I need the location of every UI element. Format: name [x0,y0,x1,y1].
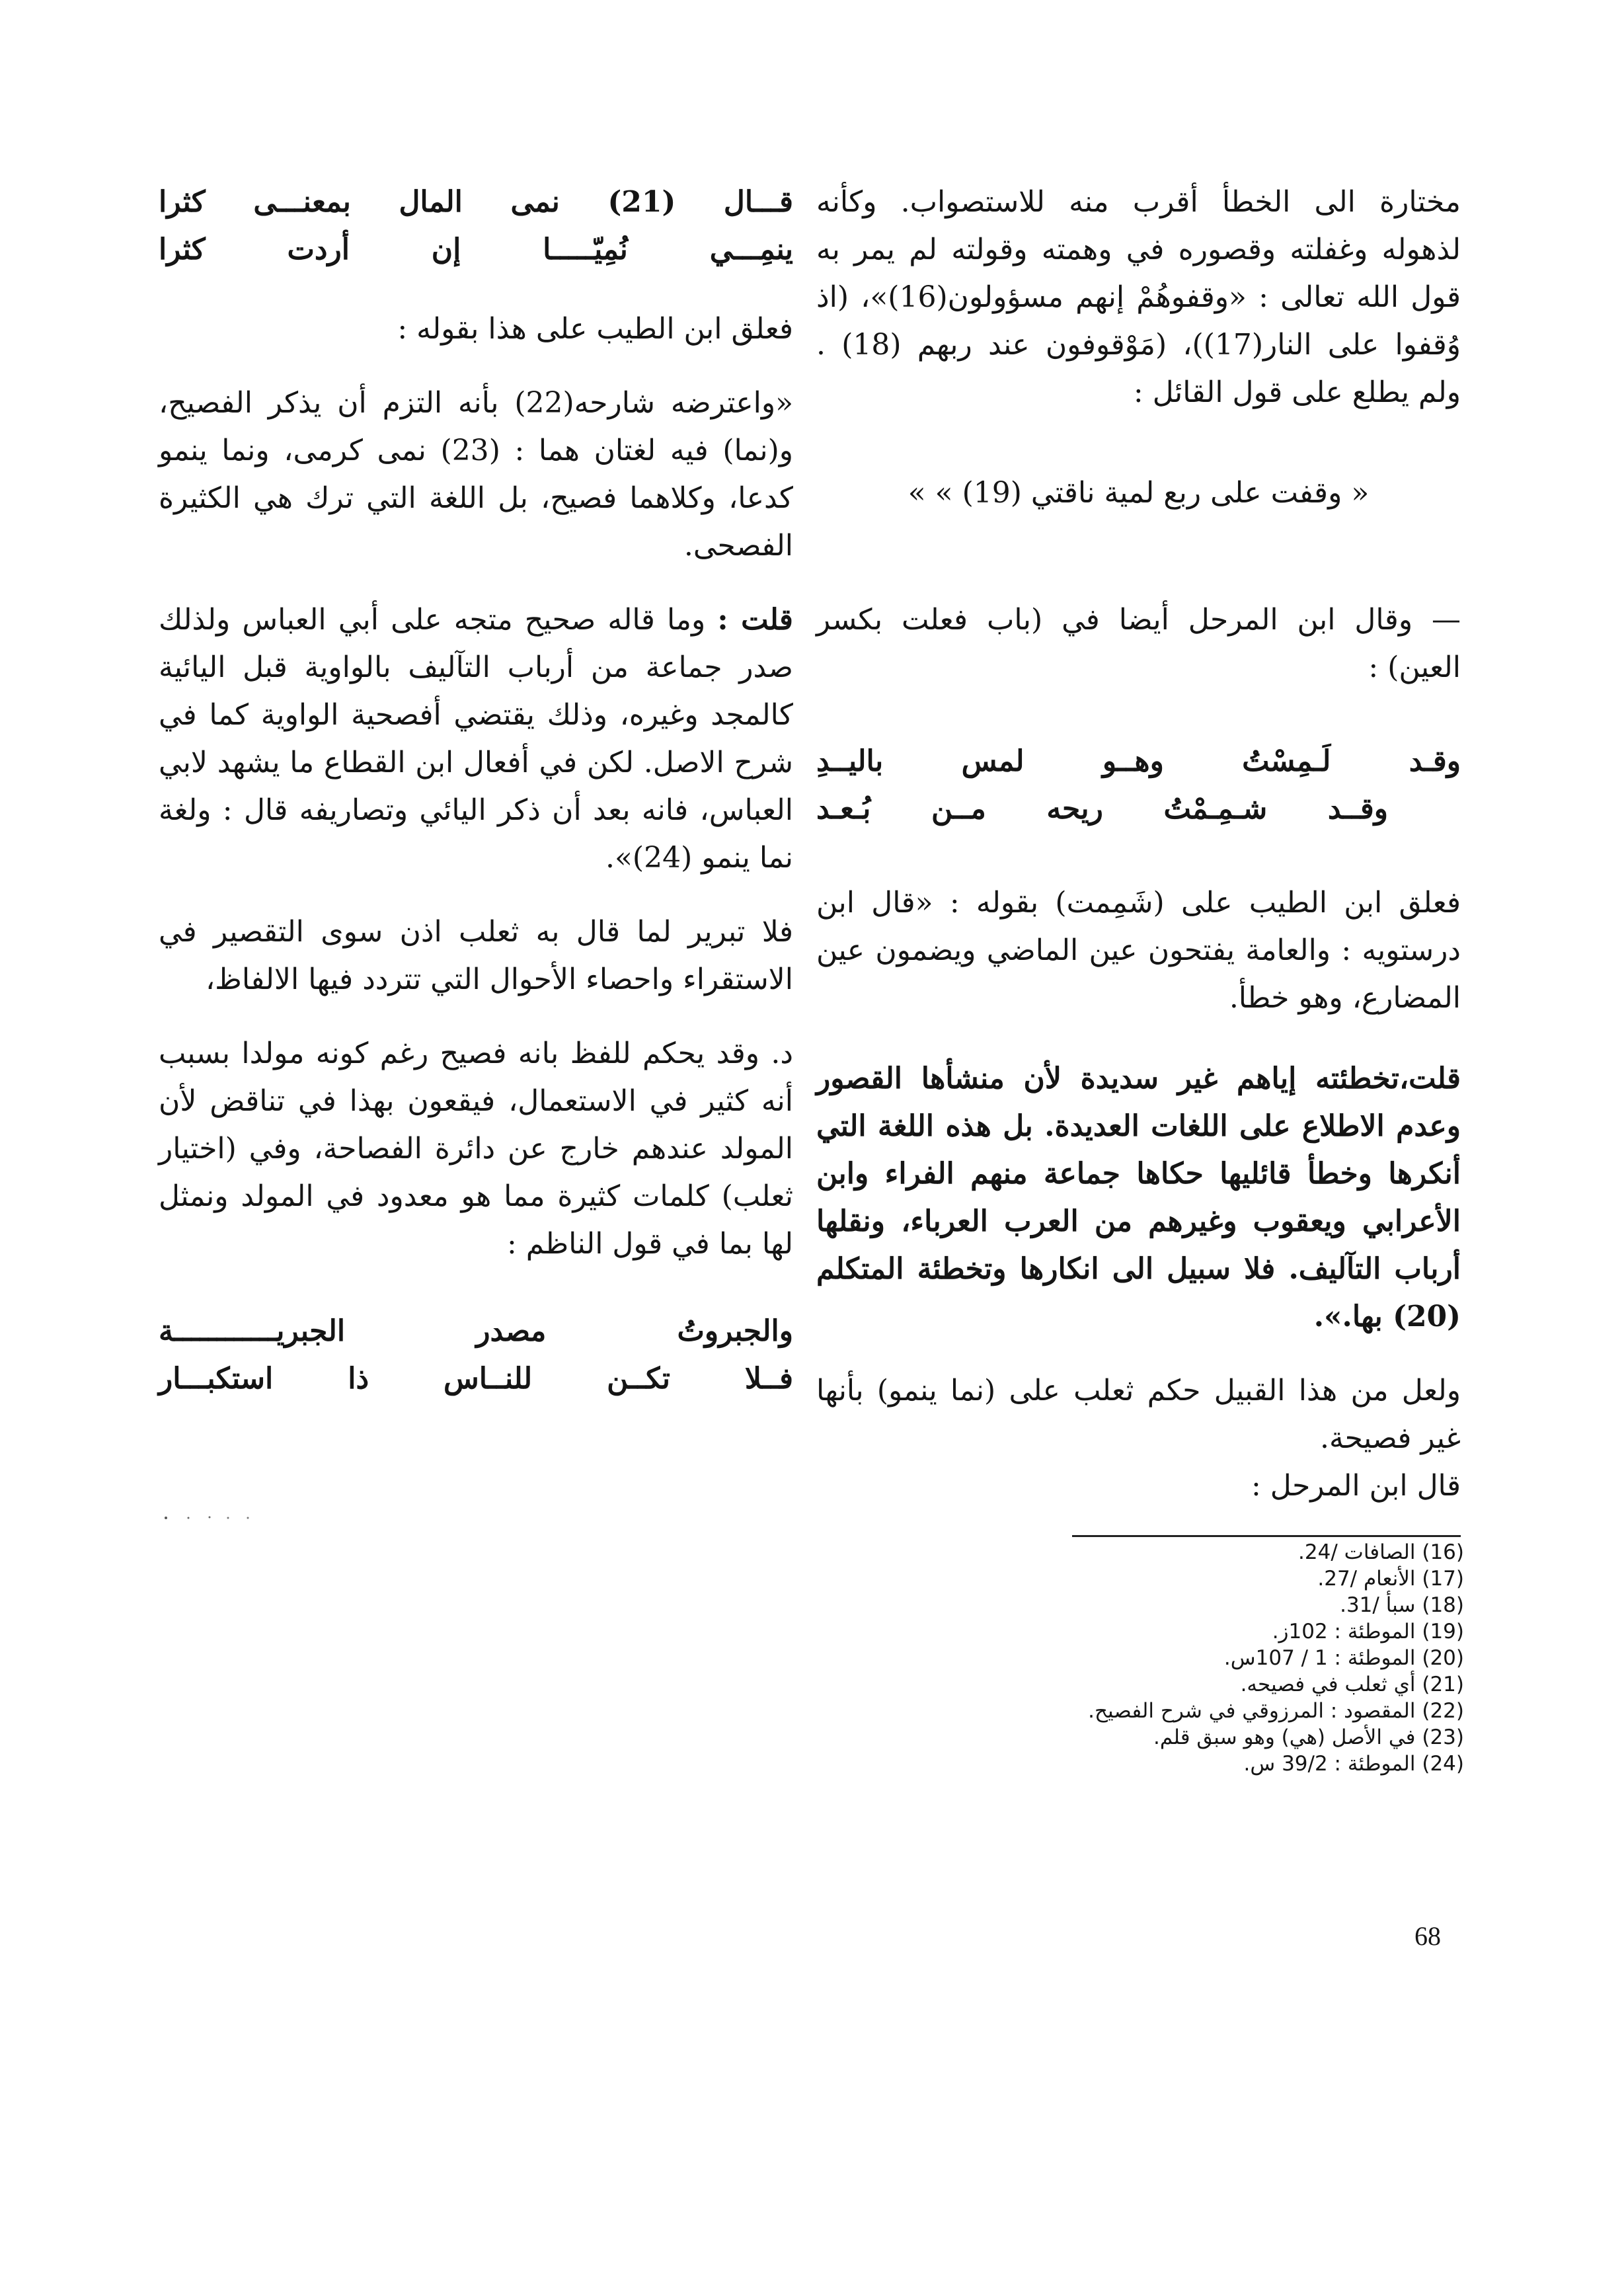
footnotes [952,1539,1464,1777]
right-paragraph-4 [816,1055,1461,1341]
left-paragraph-5: د. وقد يحكم للفظ بانه فصيح رغم كونه مولدا بسبب أنه كثير في الاستعمال، فيقعون بهذا في تناقض لأن المولد عندهم خارج عن دائرة الفصاحة، وفي (اختيار ثعلب) كلمات كثيرة مما هو معدود في المولد ونمثل لها بما في قول الناظم : [159,1037,793,1261]
poem-line-1: قـــال (21) نمى المال بمعنـــى كثرا [159,185,793,219]
poem-jabarut [159,1308,793,1403]
poem-line-2: ينمِـــي نُمِيّـــــا إن أردت كثرا [159,233,793,266]
right-column [816,178,1461,1536]
footnote-divider [1072,1535,1461,1537]
poem-line-2: وقــد شـمِـمْتُ ريحه مــن بُـعـد [816,792,1388,826]
page-number: 68 [1414,1921,1441,1951]
footnote: (19) الموطئة : 102ز. [1272,1620,1464,1643]
left-paragraph-2: «واعترضه شارحه(22) بأنه التزم أن يذكر الفصيح، و(نما) فيه لغتان هما : (23) نمى كرمى، ونما ينمو كدعا، وكلاهما فصيح، بل اللغة التي ترك هي الكثيرة الفصحى. [159,386,793,563]
footnote: (18) سبأ /31. [1340,1593,1464,1617]
quoted-verse: « وقفت على ربع لمية ناقتي (19) » » [908,476,1370,510]
poem-nama [159,178,793,274]
right-paragraph-3: فعلق ابن الطيب على (شَمِمت) بقوله : «قال ابن درستويه : والعامة يفتحون عين الماضي ويضمون عين المضارع، وهو خطأ. [816,886,1461,1015]
footnote: (20) الموطئة : 1 / 107س. [1223,1646,1464,1670]
qult-lead: قلت : [717,603,793,637]
footnote: (17) الأنعام /27. [1317,1567,1464,1591]
qult-lead: قلت، [1399,1062,1461,1095]
right-paragraph-4-body: تخطئته إياهم غير سديدة لأن منشأها القصور وعدم الاطلاع على اللغات العديدة. بل هذه اللغة التي أنكرها وخطأ قائليها حكاها جماعة منهم الفراء وابن الأعرابي ويعقوب وغيرهم من العرب العرباء، ونقلها أرباب التآليف. فلا سبيل الى انكارها وتخطئة المتكلم (20) بها.». [816,1062,1461,1333]
poem-lamastu [816,738,1461,833]
left-paragraph-4: فلا تبرير لما قال به ثعلب اذن سوى التقصير في الاستقراء واحصاء الأحوال التي تتردد فيها الالفاظ، [159,915,793,996]
right-paragraph-2: — وقال ابن المرحل أيضا في (باب فعلت بكسر العين) : [816,603,1461,684]
right-paragraph-6: قال ابن المرحل : [1251,1469,1461,1503]
left-column [159,178,793,1435]
right-paragraph-1: مختارة الى الخطأ أقرب منه للاستصواب. وكأنه لذهوله وغفلته وقصوره في وهمته وقولته لم يمر به قول الله تعالى : «وقفوهُمْ إنهم مسؤولون(16)»، (اذ وُقفوا على النار(17))، (مَوْقوفون عند ربهم (18) . ولم يطلع على قول القائل : [816,185,1461,409]
footnote: (16) الصافات /24. [1298,1540,1464,1564]
footnote: (21) أي ثعلب في فصيحه. [1240,1673,1464,1696]
poem-line-1: وقـد لَـمِسْتُ وهــو لمس باليــدِ [816,744,1461,778]
footnote: (22) المقصود : المرزوقي في شرح الفصيح. [1088,1699,1464,1723]
left-paragraph-3 [159,596,793,882]
left-paragraph-3-body: وما قاله صحيح متجه على أبي العباس ولذلك صدر جماعة من أرباب التآليف بالواوية قبل اليائية كالمجد وغيره، وذلك يقتضي أفصحية الواوية كما في شرح الاصل. لكن في أفعال ابن القطاع ما يشهد لابي العباس، فانه بعد أن ذكر اليائي وتصاريفه قال : ولغة نما ينمو (24)». [159,603,793,875]
scan-specks [162,1514,268,1522]
right-paragraph-5: ولعل من هذا القبيل حكم ثعلب على (نما ينمو) بأنها غير فصيحة. [816,1374,1461,1455]
poem-line-2: فــلا تكــن للنــاس ذا استكبـــار [159,1362,793,1396]
left-paragraph-1: فعلق ابن الطيب على هذا بقوله : [397,312,793,346]
poem-line-1: والجبروتُ مصدر الجبريــــــــــــة [159,1314,793,1348]
footnote: (23) في الأصل (هي) وهو سبق قلم. [1153,1725,1464,1749]
footnote: (24) الموطئة : 39/2 س. [1243,1752,1464,1776]
